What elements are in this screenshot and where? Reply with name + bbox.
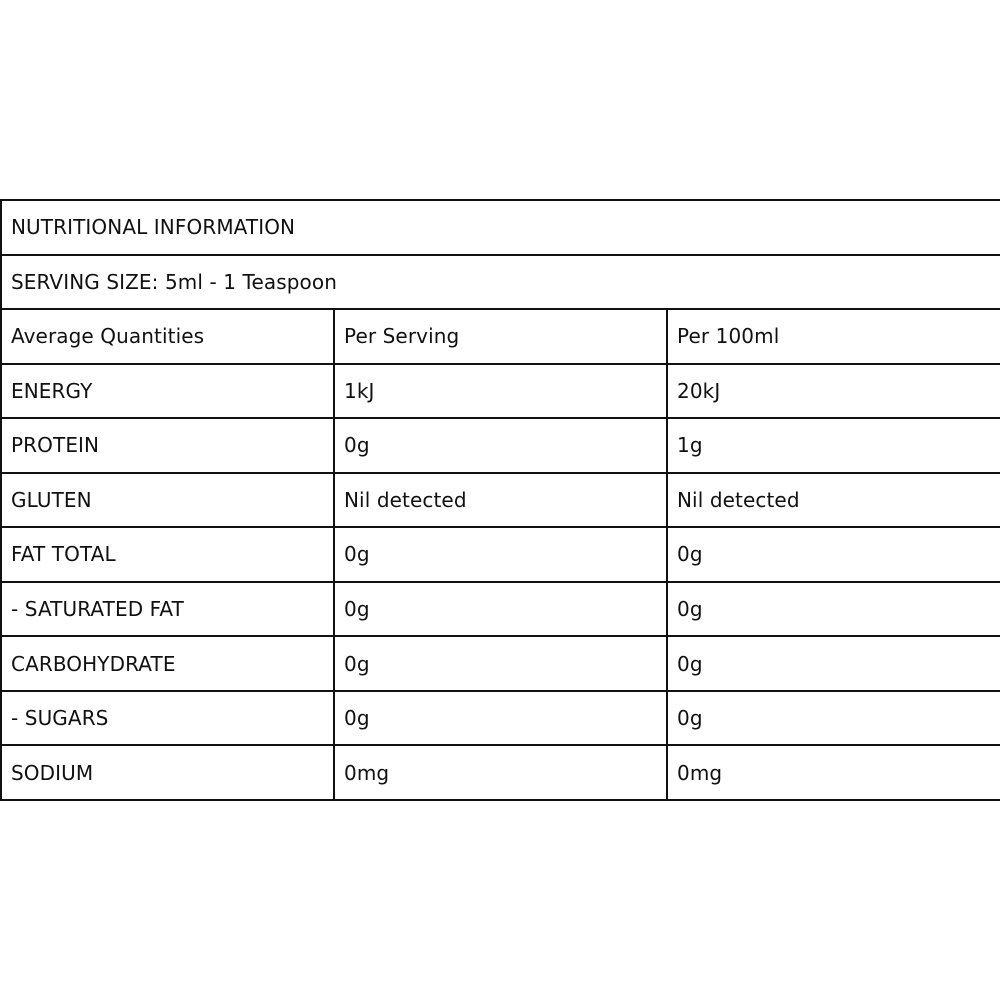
per-serving-value: 0g bbox=[334, 636, 667, 691]
serving-size: SERVING SIZE: 5ml - 1 Teaspoon bbox=[1, 255, 1000, 310]
per-serving-value: 0mg bbox=[334, 745, 667, 800]
table-row bbox=[1, 473, 1000, 528]
per-100ml-value: 0mg bbox=[667, 745, 1000, 800]
per-100ml-value: 0g bbox=[667, 691, 1000, 746]
header-per-serving: Per Serving bbox=[334, 309, 667, 364]
table-row bbox=[1, 364, 1000, 419]
header-average-quantities: Average Quantities bbox=[1, 309, 334, 364]
table-row bbox=[1, 527, 1000, 582]
serving-size-row bbox=[1, 255, 1000, 310]
per-100ml-value: Nil detected bbox=[667, 473, 1000, 528]
header-row bbox=[1, 309, 1000, 364]
per-100ml-value: 20kJ bbox=[667, 364, 1000, 419]
nutrition-table bbox=[0, 199, 1000, 801]
per-serving-value: Nil detected bbox=[334, 473, 667, 528]
table-row bbox=[1, 691, 1000, 746]
per-serving-value: 0g bbox=[334, 582, 667, 637]
per-100ml-value: 0g bbox=[667, 636, 1000, 691]
nutrient-name: - SATURATED FAT bbox=[1, 582, 334, 637]
nutrient-name: SODIUM bbox=[1, 745, 334, 800]
per-100ml-value: 0g bbox=[667, 582, 1000, 637]
nutrient-name: ENERGY bbox=[1, 364, 334, 419]
nutrient-name: - SUGARS bbox=[1, 691, 334, 746]
per-serving-value: 0g bbox=[334, 527, 667, 582]
table-row bbox=[1, 582, 1000, 637]
nutrient-name: PROTEIN bbox=[1, 418, 334, 473]
nutrient-name: FAT TOTAL bbox=[1, 527, 334, 582]
per-serving-value: 1kJ bbox=[334, 364, 667, 419]
table-row bbox=[1, 636, 1000, 691]
per-100ml-value: 0g bbox=[667, 527, 1000, 582]
title-row bbox=[1, 200, 1000, 255]
header-per-100ml: Per 100ml bbox=[667, 309, 1000, 364]
table-row bbox=[1, 418, 1000, 473]
per-serving-value: 0g bbox=[334, 418, 667, 473]
table-title: NUTRITIONAL INFORMATION bbox=[1, 200, 1000, 255]
table-row bbox=[1, 745, 1000, 800]
per-serving-value: 0g bbox=[334, 691, 667, 746]
per-100ml-value: 1g bbox=[667, 418, 1000, 473]
nutrient-name: CARBOHYDRATE bbox=[1, 636, 334, 691]
nutrient-name: GLUTEN bbox=[1, 473, 334, 528]
